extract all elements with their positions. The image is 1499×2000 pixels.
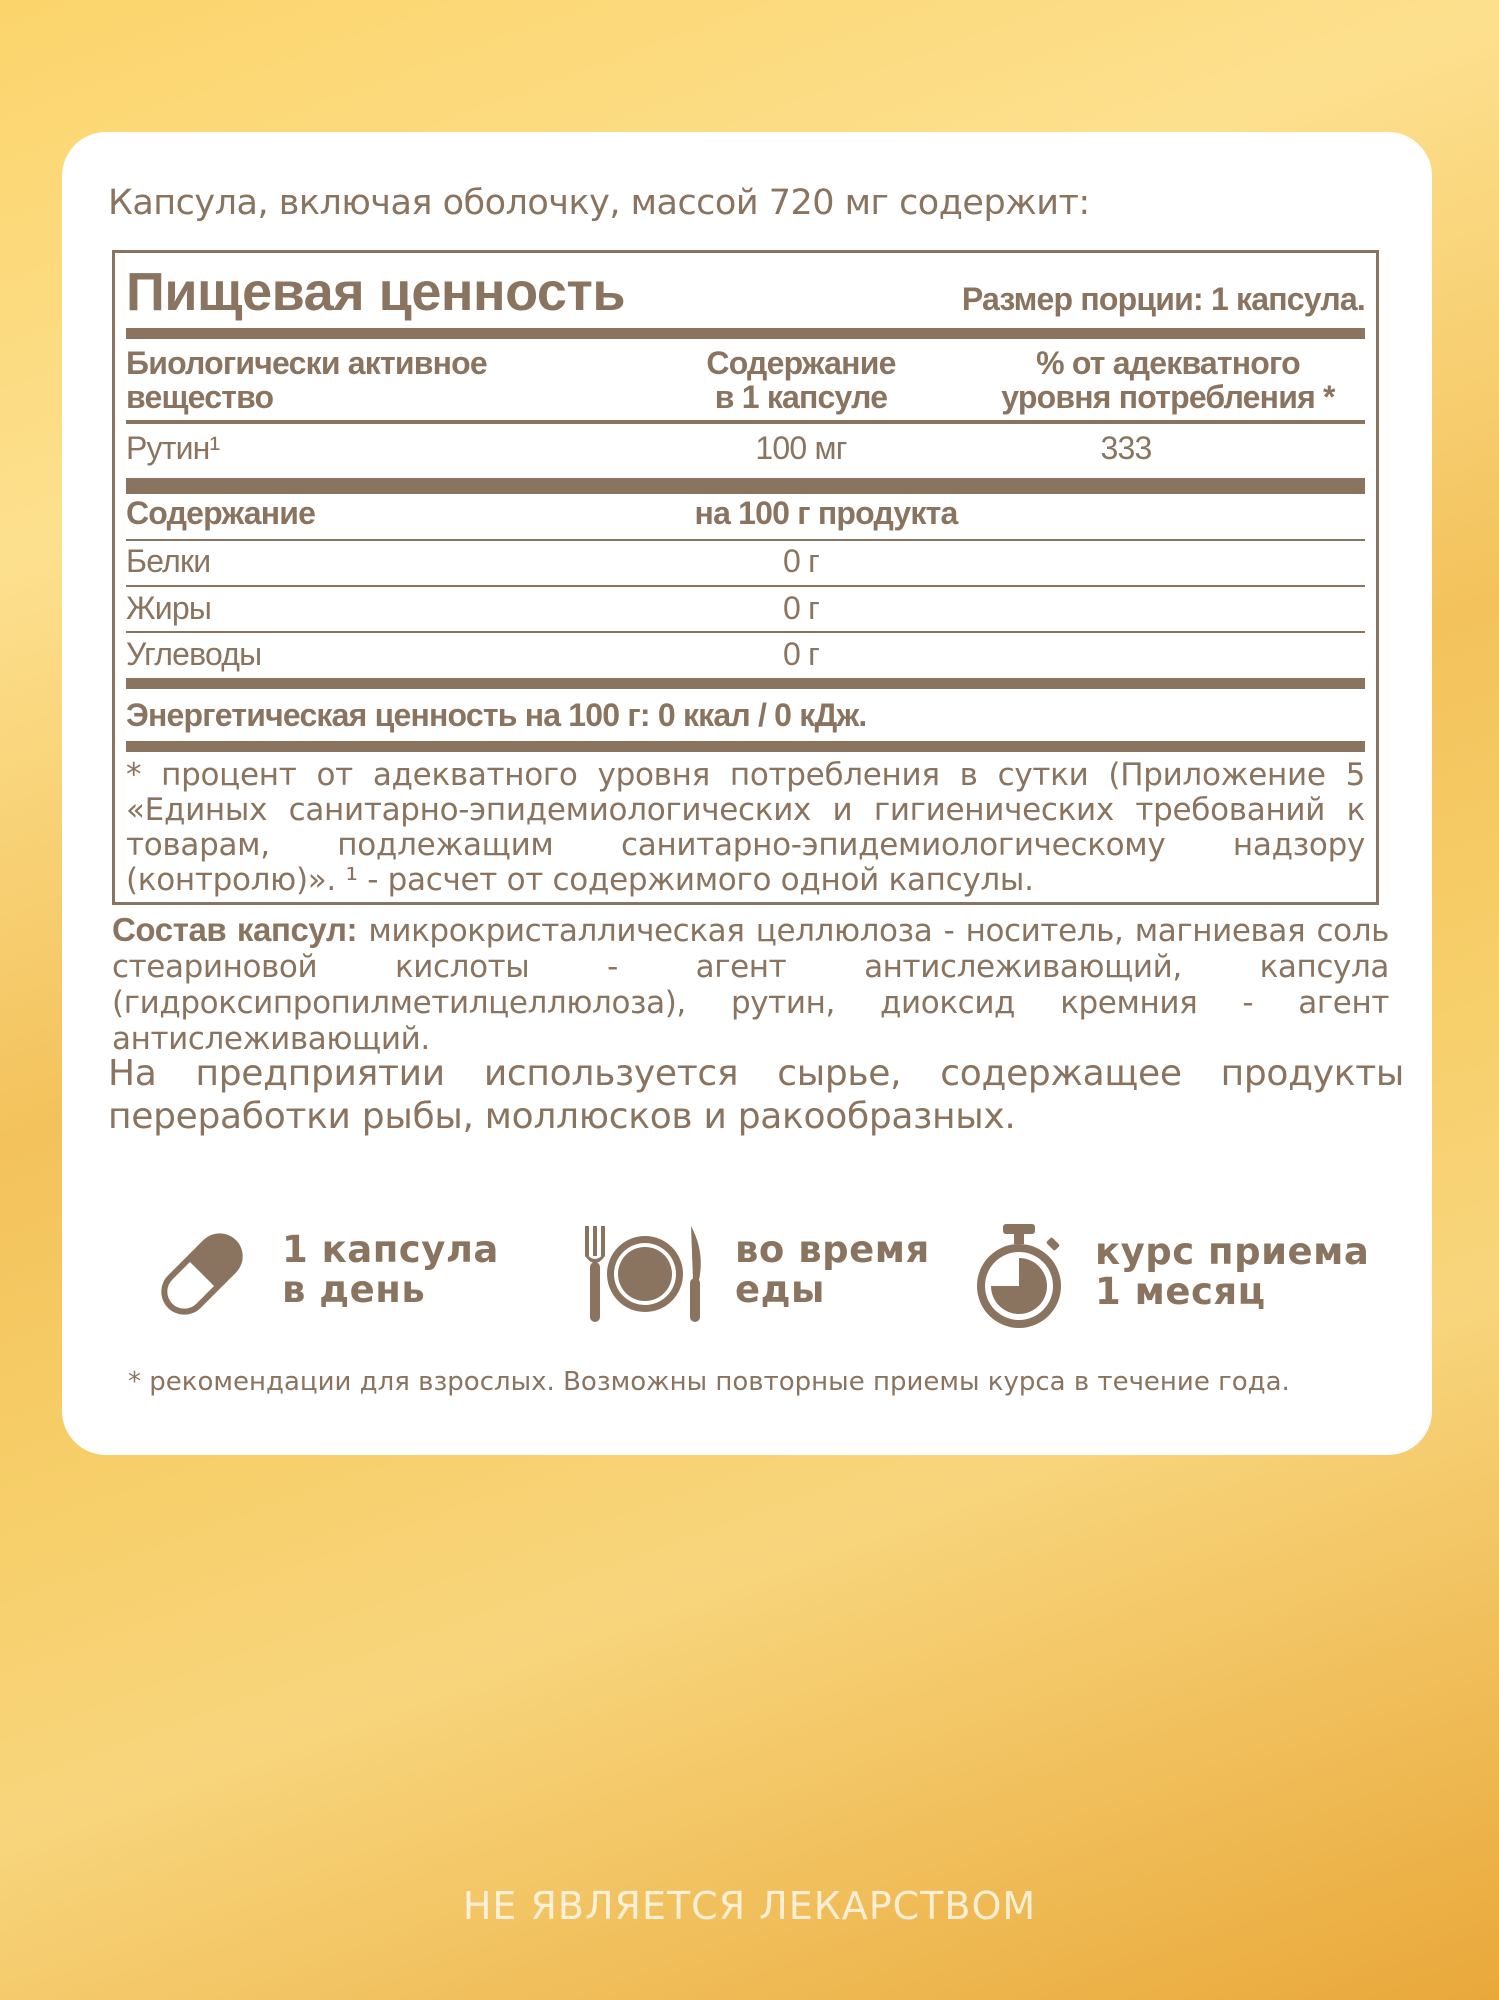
dosage-meal <box>583 1222 943 1332</box>
capsule-icon <box>150 1222 254 1326</box>
not-a-medicine-disclaimer: НЕ ЯВЛЯЕТСЯ ЛЕКАРСТВОМ <box>462 1884 1037 1928</box>
divider-line <box>126 420 1365 424</box>
table-title: Пищевая ценность <box>126 262 626 322</box>
active-amount: 100 мг <box>755 430 847 466</box>
header-substance: Биологически активное вещество <box>126 345 487 415</box>
serving-size: Размер порции: 1 капсула. <box>961 281 1365 317</box>
row-value: 0 г <box>783 590 819 626</box>
active-name: Рутин¹ <box>126 430 220 466</box>
composition-label: Состав капсул: <box>112 911 358 948</box>
row-name: Белки <box>126 543 211 579</box>
dosage-text: курс приема 1 месяц <box>1095 1230 1370 1313</box>
plate-cutlery-icon <box>583 1222 707 1326</box>
content-label: Содержание <box>126 495 316 531</box>
nutrition-table <box>112 250 1379 905</box>
composition <box>112 912 1389 1057</box>
table-footnote: * процент от адекватного уровня потребления в сутки (Приложение 5 «Единых санитарно-эпидемиологических и гигиенических требований к товарам, подлежащим санитарно-эпидемиологическому надзору (контролю)». ¹ - расчет от содержимого одной капсулы. <box>126 757 1365 898</box>
divider-bar <box>126 478 1365 494</box>
header-amount: Содержание в 1 капсуле <box>706 345 896 415</box>
divider-line <box>126 631 1365 633</box>
divider-line <box>126 539 1365 541</box>
dosage-text: во время еды <box>735 1228 930 1311</box>
dosage-course <box>973 1222 1393 1332</box>
row-name: Углеводы <box>126 636 262 672</box>
stopwatch-icon <box>973 1222 1065 1332</box>
recommendation-note: * рекомендации для взрослых. Возможны повторные приемы курса в течение года. <box>128 1367 1290 1397</box>
dosage-text: 1 капсула в день <box>282 1228 499 1311</box>
divider-line <box>126 585 1365 587</box>
active-percent: 333 <box>1100 430 1152 466</box>
header-percent: % от адекватного уровня потребления * <box>1001 345 1335 415</box>
allergen-note: На предприятии используется сырье, содержащее продукты переработки рыбы, моллюсков и ракообразных. <box>108 1053 1404 1137</box>
row-value: 0 г <box>783 543 819 579</box>
divider-bar <box>126 328 1365 339</box>
divider-bar <box>126 741 1365 752</box>
row-name: Жиры <box>126 590 212 626</box>
dosage-capsule <box>150 1222 510 1332</box>
composition-text: микрокристаллическая целлюлоза - носитель, магниевая соль стеариновой кислоты - агент антислеживающий, капсула (гидроксипропилметилцеллюлоза), рутин, диоксид кремния - агент антислеживающий. <box>112 913 1389 1057</box>
intro-text: Капсула, включая оболочку, массой 720 мг содержит: <box>108 183 1090 223</box>
row-value: 0 г <box>783 636 819 672</box>
content-per: на 100 г продукта <box>694 495 958 531</box>
divider-bar <box>126 678 1365 689</box>
energy-value: Энергетическая ценность на 100 г: 0 ккал / 0 кДж. <box>126 697 867 733</box>
